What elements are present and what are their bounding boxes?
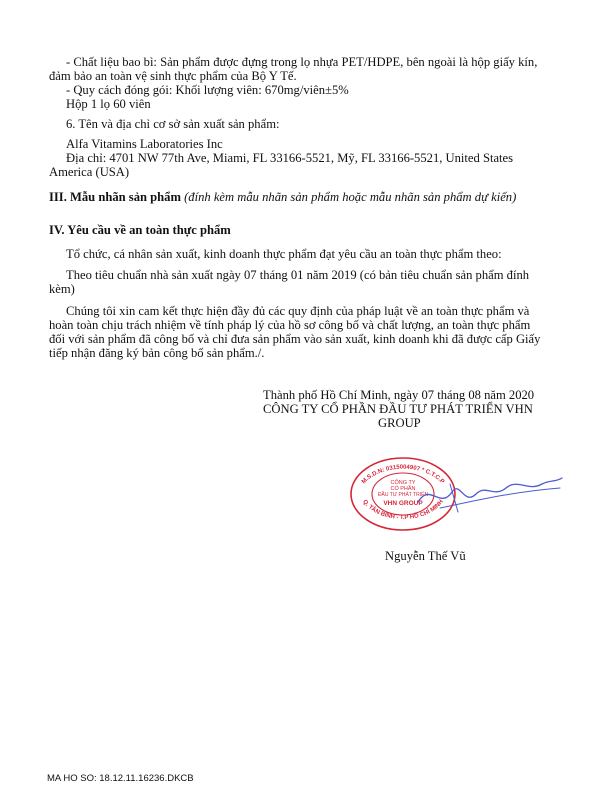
dossier-code: MA HO SO: 18.12.11.16236.DKCB [47, 773, 194, 784]
signer-name: Nguyễn Thế Vũ [385, 549, 466, 563]
commitment-line-2: hoàn toàn chịu trách nhiệm về tính pháp lý của hồ sơ công bố và chất lượng, an toàn thực phẩm [49, 318, 531, 332]
manufacturer-heading: 6. Tên và địa chỉ cơ sở sản xuất sản phẩm: [66, 117, 280, 131]
handwritten-signature [410, 462, 570, 522]
packing-spec-line: - Quy cách đóng gói: Khối lượng viên: 670mg/viên±5% [66, 83, 349, 97]
section-4-line-2: Theo tiêu chuẩn nhà sản xuất ngày 07 tháng 01 năm 2019 (có bản tiêu chuẩn sản phẩm đính [66, 268, 530, 282]
section-3-title [49, 190, 516, 204]
section-4-line-1: Tổ chức, cá nhân sản xuất, kinh doanh thực phẩm đạt yêu cầu an toàn thực phẩm theo: [66, 247, 502, 261]
section-3-heading: III. Mẫu nhãn sản phẩm [49, 190, 181, 204]
packaging-material-line-cont: đảm bảo an toàn vệ sinh thực phẩm của Bộ Y Tế. [49, 69, 297, 83]
manufacturer-name: Alfa Vitamins Laboratories Inc [66, 137, 223, 151]
company-name-cont: GROUP [378, 416, 421, 430]
packaging-material-line: - Chất liệu bao bì: Sản phẩm được đựng trong lọ nhựa PET/HDPE, bên ngoài là hộp giấy kín, [66, 55, 538, 69]
section-3-note: (đính kèm mẫu nhãn sản phẩm hoặc mẫu nhãn sản phẩm dự kiến) [184, 190, 517, 204]
commitment-line-4: tiếp nhận đăng ký bản công bố sản phẩm./. [49, 346, 265, 360]
stamp-center-line-1: CÔNG TY [390, 480, 416, 486]
section-4-heading: IV. Yêu cầu về an toàn thực phẩm [49, 223, 231, 237]
stamp-ring-top: M.S.D.N: 0315004907 * C.T.C.P [360, 464, 446, 486]
packing-box-line: Hộp 1 lọ 60 viên [66, 97, 151, 111]
stamp-ring-bottom: Q. TÂN BÌNH - T.P HỒ CHÍ MINH [361, 499, 445, 522]
manufacturer-address: Địa chỉ: 4701 NW 77th Ave, Miami, FL 33166-5521, Mỹ, FL 33166-5521, United States [66, 151, 514, 165]
section-4-line-3: kèm) [49, 282, 75, 296]
place-date: Thành phố Hồ Chí Minh, ngày 07 tháng 08 năm 2020 [263, 388, 535, 402]
stamp-center-line-4: VHN GROUP [383, 500, 423, 507]
stamp-center-line-3: ĐẦU TƯ PHÁT TRIỂN [377, 492, 429, 498]
stamp-center-line-2: CỔ PHẦN [390, 486, 416, 492]
commitment-line-3: đối với sản phẩm đã công bố và chỉ đưa sản phẩm vào sản xuất, kinh doanh khi đã được cấp Giấy [49, 332, 541, 346]
manufacturer-address-cont: America (USA) [49, 165, 130, 179]
company-name: CÔNG TY CỔ PHẦN ĐẦU TƯ PHÁT TRIỂN VHN [263, 402, 533, 416]
commitment-line-1: Chúng tôi xin cam kết thực hiện đầy đủ các quy định của pháp luật về an toàn thực phẩm và [66, 304, 530, 318]
